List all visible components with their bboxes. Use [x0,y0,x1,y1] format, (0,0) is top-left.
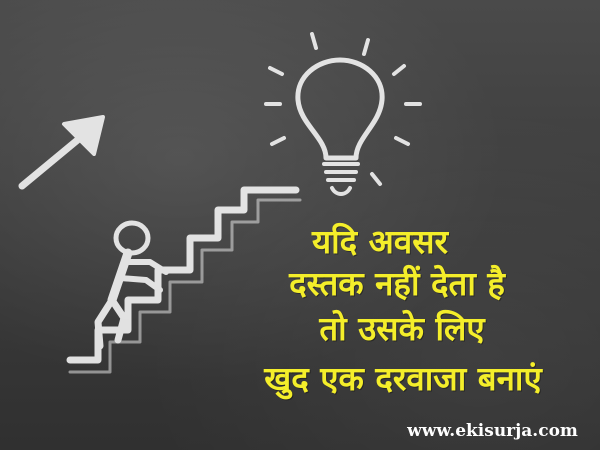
light-bulb-icon [266,34,420,194]
quote-line-4: खुद एक दरवाजा बनाएं [264,359,542,398]
arrow-up-right-icon [22,117,103,186]
quote-line-2: दस्तक नहीं देता है [289,264,505,303]
quote-line-3: तो उसके लिए [319,309,485,348]
website-url: www.ekisurja.com [407,421,578,441]
quote-line-1: यदि अवसर [311,222,449,261]
